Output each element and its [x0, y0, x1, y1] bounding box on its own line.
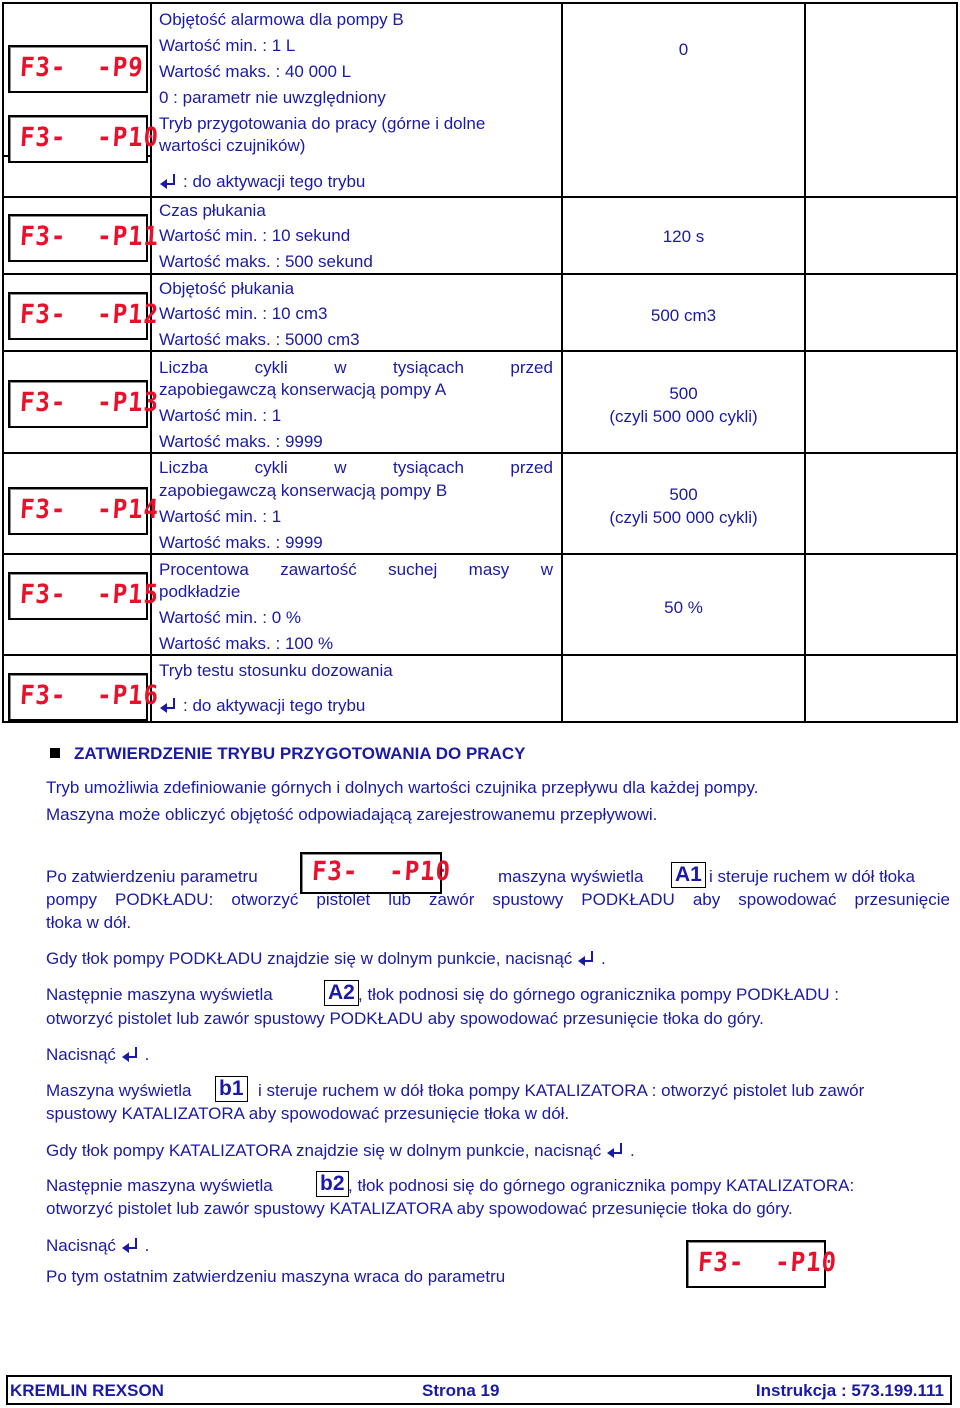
- code-display-p12: F3- -P12: [8, 292, 148, 340]
- p6-text-a: Następnie maszyna wyświetla: [46, 1176, 273, 1195]
- code-display-p10: F3- -P10: [8, 115, 148, 163]
- p4-text-b: i steruje ruchem w dół tłoka pompy KATALIZATORA : otworzyć pistolet lub zawór: [258, 1081, 865, 1100]
- p1-text-b: maszyna wyświetla: [498, 867, 644, 886]
- p4-text-c: spustowy KATALIZATORA aby spowodować przesunięcie tłoka w dół.: [46, 1104, 570, 1123]
- p1-text-d: pompy PODKŁADU: otworzyć pistolet lub zawór spustowy PODKŁADU aby spowodować przesunięcie: [46, 890, 950, 909]
- display-a2: A2: [324, 980, 359, 1006]
- row-p14-default: 500: [669, 485, 698, 504]
- row-p9-default: 0: [678, 40, 689, 59]
- page-footer: [6, 1375, 952, 1405]
- row-p12-default: 500 cm3: [650, 306, 717, 325]
- display-a1: A1: [671, 862, 706, 888]
- code-display-inline: F3- -P10: [300, 852, 442, 894]
- p6-text-b: , tłok podnosi się do górnego ogranicznika pompy KATALIZATORA:: [348, 1176, 855, 1195]
- code-display-p11: F3- -P11: [8, 214, 148, 262]
- row-p15-default: 50 %: [664, 598, 703, 617]
- row-p14-default-note: (czyli 500 000 cykli): [609, 508, 758, 527]
- enter-key-icon: [159, 698, 177, 712]
- code-display-p15: F3- -P15: [8, 572, 148, 620]
- footer-manual-number: Instrukcja : 573.199.111: [755, 1381, 944, 1400]
- p4-text-a: Maszyna wyświetla: [46, 1081, 192, 1100]
- code-display-p9: F3- -P9: [8, 45, 148, 93]
- code-display-p13: F3- -P13: [8, 380, 148, 428]
- p3-text-b: , tłok podnosi się do górnego ogranicznika pompy PODKŁADU :: [358, 985, 839, 1004]
- press-enter-2: Nacisnąć .: [46, 1236, 150, 1255]
- code-display-final: F3- -P10: [686, 1240, 826, 1288]
- p5-text: Gdy tłok pompy KATALIZATORA znajdzie się w dolnym punkcie, nacisnąć .: [46, 1141, 635, 1160]
- p7-text: Po tym ostatnim zatwierdzeniu maszyna wraca do parametru: [46, 1267, 506, 1286]
- section-title: ZATWIERDZENIE TRYBU PRZYGOTOWANIA DO PRACY: [50, 742, 525, 766]
- enter-key-icon: [121, 1238, 139, 1252]
- p1-text-e: tłoka w dół.: [46, 913, 132, 932]
- footer-page-number: Strona 19: [422, 1381, 500, 1400]
- footer-company: KREMLIN REXSON: [10, 1381, 164, 1400]
- bullet-icon: [50, 748, 60, 758]
- p1-text-a: Po zatwierdzeniu parametru: [46, 867, 258, 886]
- press-enter-1: Nacisnąć .: [46, 1045, 150, 1064]
- p3-text-a: Następnie maszyna wyświetla: [46, 985, 273, 1004]
- enter-key-icon: [577, 951, 595, 965]
- p6-text-c: otworzyć pistolet lub zawór spustowy KATALIZATORA aby spowodować przesunięcie tłoka do góry.: [46, 1199, 793, 1218]
- enter-key-icon: [606, 1143, 624, 1157]
- p3-text-c: otworzyć pistolet lub zawór spustowy PODKŁADU aby spowodować przesunięcie tłoka do góry.: [46, 1009, 764, 1028]
- row-p13-default: 500: [669, 384, 698, 403]
- p2-text: Gdy tłok pompy PODKŁADU znajdzie się w dolnym punkcie, nacisnąć .: [46, 949, 606, 968]
- row-p11-default: 120 s: [662, 227, 705, 246]
- intro-line-2: Maszyna może obliczyć objętość odpowiadającą zarejestrowanemu przepływowi.: [46, 805, 658, 824]
- p1-text-c: i steruje ruchem w dół tłoka: [709, 867, 915, 886]
- code-display-p14: F3- -P14: [8, 487, 148, 535]
- row-p13-default-note: (czyli 500 000 cykli): [609, 407, 758, 426]
- display-b2: b2: [316, 1171, 349, 1197]
- enter-key-icon: [121, 1047, 139, 1061]
- code-display-p16: F3- -P16: [8, 673, 148, 721]
- intro-line-1: Tryb umożliwia zdefiniowanie górnych i dolnych wartości czujnika przepływu dla każdej pompy.: [46, 778, 759, 797]
- enter-key-icon: [159, 174, 177, 188]
- display-b1: b1: [215, 1076, 248, 1102]
